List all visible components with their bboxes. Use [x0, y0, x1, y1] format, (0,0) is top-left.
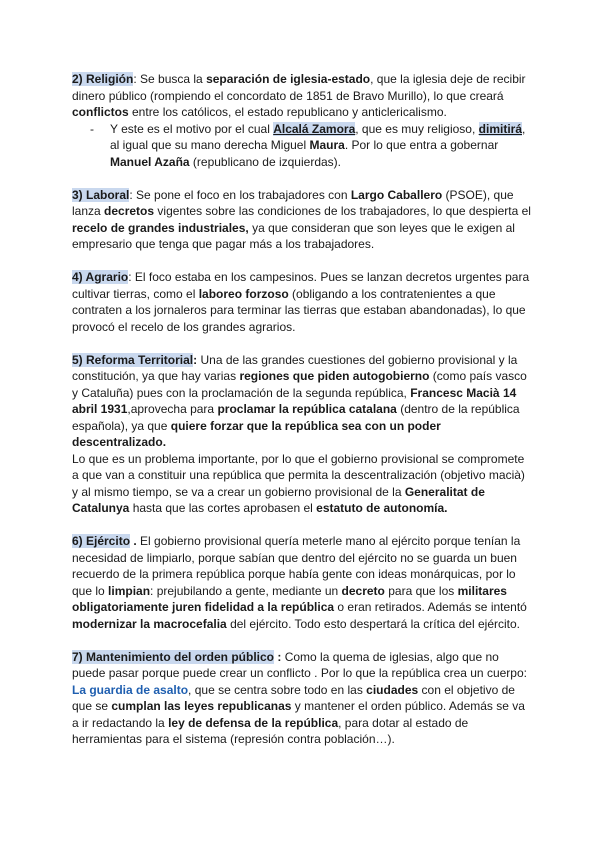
section-heading: 4) Agrario	[72, 270, 129, 284]
bold-run: conflictos	[72, 105, 129, 119]
bold-run: estatuto de autonomía.	[316, 501, 448, 515]
section-heading: 7) Mantenimiento del orden público	[72, 649, 275, 664]
section-ejercito	[72, 533, 532, 632]
bold-run: Largo Caballero	[350, 187, 443, 202]
bold-run: Manuel Azaña	[110, 154, 190, 169]
heading-colon: :	[274, 649, 282, 664]
bold-run: recelo de grandes industriales,	[72, 220, 249, 235]
bold-run: proclamar la república catalana	[217, 402, 397, 416]
bold-run: ley de defensa de la república	[168, 715, 339, 730]
list-item	[90, 121, 532, 171]
text-run: Lo que es un problema importante, por lo que el gobierno provisional se compromete a que van a constituir una república que permita la descentralización (objetivo macià) y al mismo tiempo, se va a crear un gobierno provisional de la	[72, 451, 525, 499]
section-laboral	[72, 187, 532, 253]
bold-run: ciudades	[366, 682, 419, 697]
section-heading: 5) Reforma Territorial	[72, 352, 194, 367]
bold-run: militares obligatoriamente juren fidelidad a la república	[72, 583, 507, 614]
text-run: : Se pone el foco en los trabajadores con	[129, 187, 351, 202]
bold-run: decretos	[104, 204, 155, 218]
section-heading: 2) Religión	[72, 72, 134, 86]
bold-run: separación de iglesia-estado	[206, 72, 371, 86]
text-run: para que los	[384, 583, 458, 598]
text-run: , que es muy religioso,	[355, 121, 479, 136]
section-religion	[72, 71, 532, 170]
text-run: El gobierno provisional quería meterle mano al ejército porque tenían la necesidad de limpiarlo, porque sabían que dentro del ejército no se guarda un buen recuerdo de la primera república porque había gente con ideas monárquicas, por lo que lo	[72, 534, 521, 598]
text-run: Y este es el motivo por el cual	[110, 121, 274, 136]
bold-run: laboreo forzoso	[198, 286, 289, 301]
text-run: hasta que las cortes aprobasen el	[129, 501, 317, 515]
text-run: del ejército. Todo esto despertará la crítica del ejército.	[226, 616, 521, 631]
text-run: : Se busca la	[133, 72, 207, 86]
text-run: , que la iglesia deje de recibir dinero público (rompiendo el concordato de 1851 de Bravo Murillo), lo que creará	[72, 72, 526, 103]
bold-run: regiones que piden autogobierno	[239, 369, 430, 383]
text-run: o eran retirados. Además se intentó	[334, 600, 527, 614]
section-heading: 6) Ejército	[72, 534, 131, 548]
heading-dot: .	[130, 534, 137, 548]
section-agrario	[72, 269, 532, 335]
paragraph	[72, 352, 532, 451]
text-run: (como país vasco y Cataluña) pues con la proclamación de la segunda república,	[72, 369, 527, 400]
text-run: , que se centra sobre todo en las	[188, 682, 367, 697]
document-body	[72, 71, 532, 764]
text-run: vigentes sobre las condiciones de los trabajadores, lo que despierta el	[154, 204, 531, 218]
text-run: (obligando a los contratenientes a que contraten a los jornaleros para terminar las tierras que estaban abandonadas), lo que provocó el recelo de los grandes agrarios.	[72, 286, 526, 334]
text-run: y mantener el orden público. Además se va a ir redactando la	[72, 699, 525, 730]
section-reforma-territorial	[72, 352, 532, 517]
text-run: Una de las grandes cuestiones del gobierno provisional y la constitución, ya que hay varias	[72, 352, 518, 383]
bold-run: limpian	[108, 583, 151, 598]
text-run: (republicano de izquierdas).	[189, 154, 341, 169]
text-run: ya que consideran que son leyes que le exigen al empresario que tenga que pagar más a los trabajadores.	[72, 220, 515, 251]
bold-run: quiere forzar que la república sea con un poder descentralizado.	[72, 418, 441, 449]
text-run: : El foco estaba en los campesinos. Pues se lanzan decretos urgentes para cultivar tierras, como el	[72, 270, 530, 301]
paragraph	[72, 649, 532, 748]
text-run: , para dotar al estado de herramientas para el sistema (represión contra población…).	[72, 715, 469, 746]
text-run: : prejubilando a gente, mediante un	[150, 583, 342, 598]
heading-colon: :	[193, 352, 198, 367]
paragraph	[72, 451, 532, 517]
text-run: (PSOE), que lanza	[72, 187, 514, 218]
blue-highlight-run: La guardia de asalto	[72, 682, 189, 697]
paragraph	[72, 187, 532, 253]
bold-run: cumplan las leyes republicanas	[111, 699, 292, 713]
text-run: entre los católicos, el estado republicano y anticlericalismo.	[128, 105, 447, 119]
bold-run: modernizar la macrocefalia	[72, 616, 227, 631]
text-run: con el objetivo de que se	[72, 682, 515, 713]
paragraph	[72, 533, 532, 632]
paragraph	[72, 71, 532, 121]
paragraph	[72, 269, 532, 335]
section-orden-publico	[72, 649, 532, 748]
highlighted-name: Alcalá Zamora	[273, 121, 356, 136]
bold-run: Generalitat de Catalunya	[72, 484, 485, 515]
bold-run: Francesc Macià 14 abril 1931	[72, 385, 517, 416]
highlighted-verb: dimitirá	[478, 121, 522, 136]
text-run: ,aprovecha para	[127, 402, 218, 416]
text-run: . Por lo que entra a gobernar	[344, 138, 499, 152]
bold-run: Maura	[309, 138, 345, 152]
text-run: Como la quema de iglesias, algo que no puede pasar porque puede crear un conflicto . Por lo que la república crea un cuerpo:	[72, 649, 527, 680]
bullet-list	[72, 121, 532, 171]
section-heading: 3) Laboral	[72, 187, 130, 202]
bold-run: decreto	[341, 583, 385, 598]
text-run: , al igual que su mano derecha Miguel	[110, 121, 526, 152]
text-run: (dentro de la república española), ya que	[72, 402, 520, 433]
